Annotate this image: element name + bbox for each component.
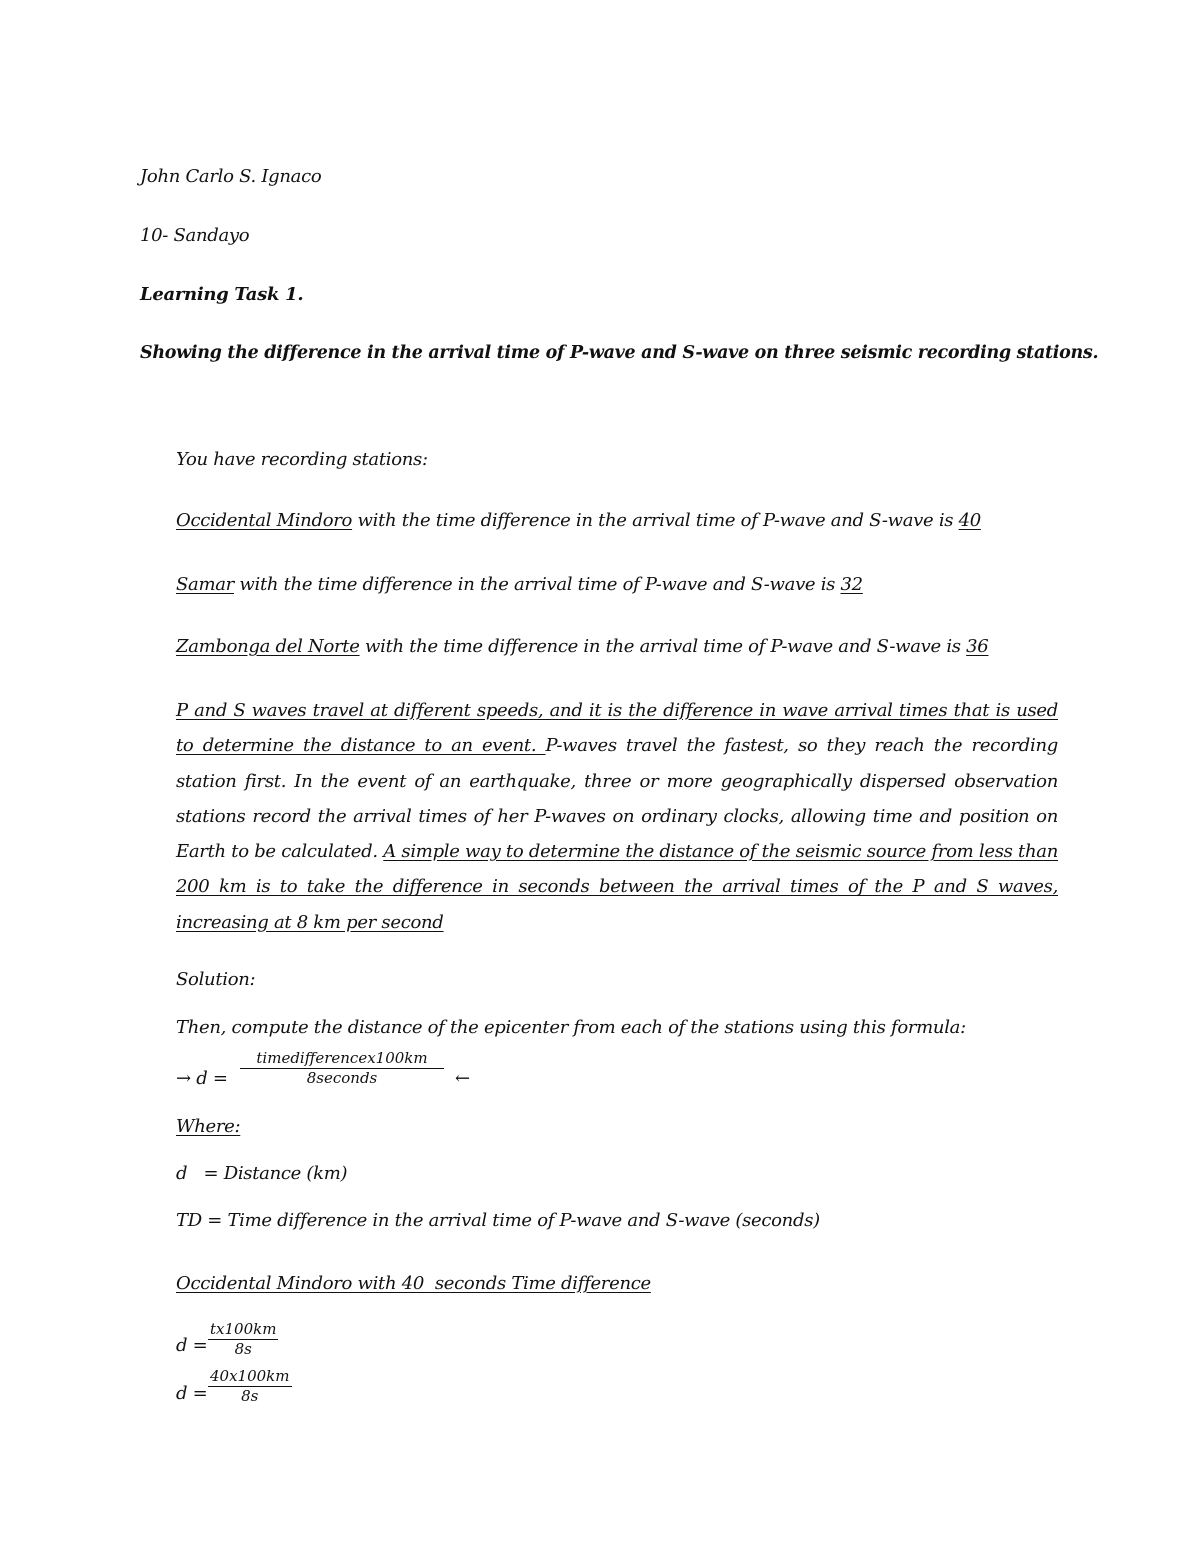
station-line <box>176 574 863 595</box>
paragraph-underlined-intro: P and S waves travel at different speeds, and it is the difference in wave arrival times that is used to determine the distance to an event. <box>176 700 1058 757</box>
station-name: Zambonga del Norte <box>176 636 360 657</box>
station-value: 36 <box>966 636 989 657</box>
formula-numerator: timedifferencex100km <box>240 1049 444 1069</box>
student-name: John Carlo S. Ignaco <box>140 166 322 187</box>
definition-distance: d = Distance (km) <box>176 1163 348 1184</box>
example-title: Occidental Mindoro with 40 seconds Time difference <box>176 1273 651 1294</box>
station-text: with the time difference in the arrival time of P-wave and S-wave is <box>359 636 967 657</box>
equation-numerator: 40x100km <box>210 1367 290 1385</box>
definition-time-difference: TD = Time difference in the arrival time of P-wave and S-wave (seconds) <box>176 1210 820 1231</box>
equation-denominator: 8s <box>241 1387 259 1405</box>
formula-denominator: 8seconds <box>306 1069 378 1087</box>
equation-numerator: tx100km <box>210 1320 277 1338</box>
paragraph-body: P-waves travel the fastest, so they reach the recording station first. In the event of an earthquake, three or more geographically dispersed observation stations record the arrival times of her P-waves on ordinary clocks, allowing time and position on Earth to be calculated. <box>176 735 1058 863</box>
task-subtitle: Showing the difference in the arrival time of P-wave and S-wave on three seismic recording stations. <box>140 343 1099 363</box>
equation-fraction <box>208 1320 278 1359</box>
formula-suffix: ← <box>455 1068 470 1089</box>
student-section: 10- Sandayo <box>140 225 250 246</box>
explanation-paragraph <box>176 693 1058 940</box>
station-text: with the time difference in the arrival time of P-wave and S-wave is <box>233 574 841 595</box>
equation-lhs: d = <box>176 1383 208 1404</box>
station-line <box>176 510 981 531</box>
task-title: Learning Task 1. <box>140 284 304 305</box>
formula-prefix: → d = <box>176 1068 228 1089</box>
station-name: Occidental Mindoro <box>176 510 353 531</box>
station-value: 32 <box>840 574 863 595</box>
solution-label: Solution: <box>176 969 256 990</box>
formula-fraction <box>236 1049 448 1088</box>
station-line <box>176 636 988 657</box>
equation-denominator: 8s <box>234 1340 252 1358</box>
station-text: with the time difference in the arrival time of P-wave and S-wave is <box>352 510 959 531</box>
solution-instruction: Then, compute the distance of the epicenter from each of the stations using this formula: <box>176 1017 966 1038</box>
paragraph-underlined-method: A simple way to determine the distance of the seismic source from less than 200 km is to take the difference in seconds between the arrival times of the P and S waves, increasing at 8 km per second <box>176 841 1058 933</box>
station-value: 40 <box>958 510 981 531</box>
intro-text: You have recording stations: <box>176 449 428 470</box>
equation-lhs: d = <box>176 1335 208 1356</box>
equation-fraction <box>208 1367 292 1406</box>
where-label: Where: <box>176 1116 241 1137</box>
station-name: Samar <box>176 574 234 595</box>
